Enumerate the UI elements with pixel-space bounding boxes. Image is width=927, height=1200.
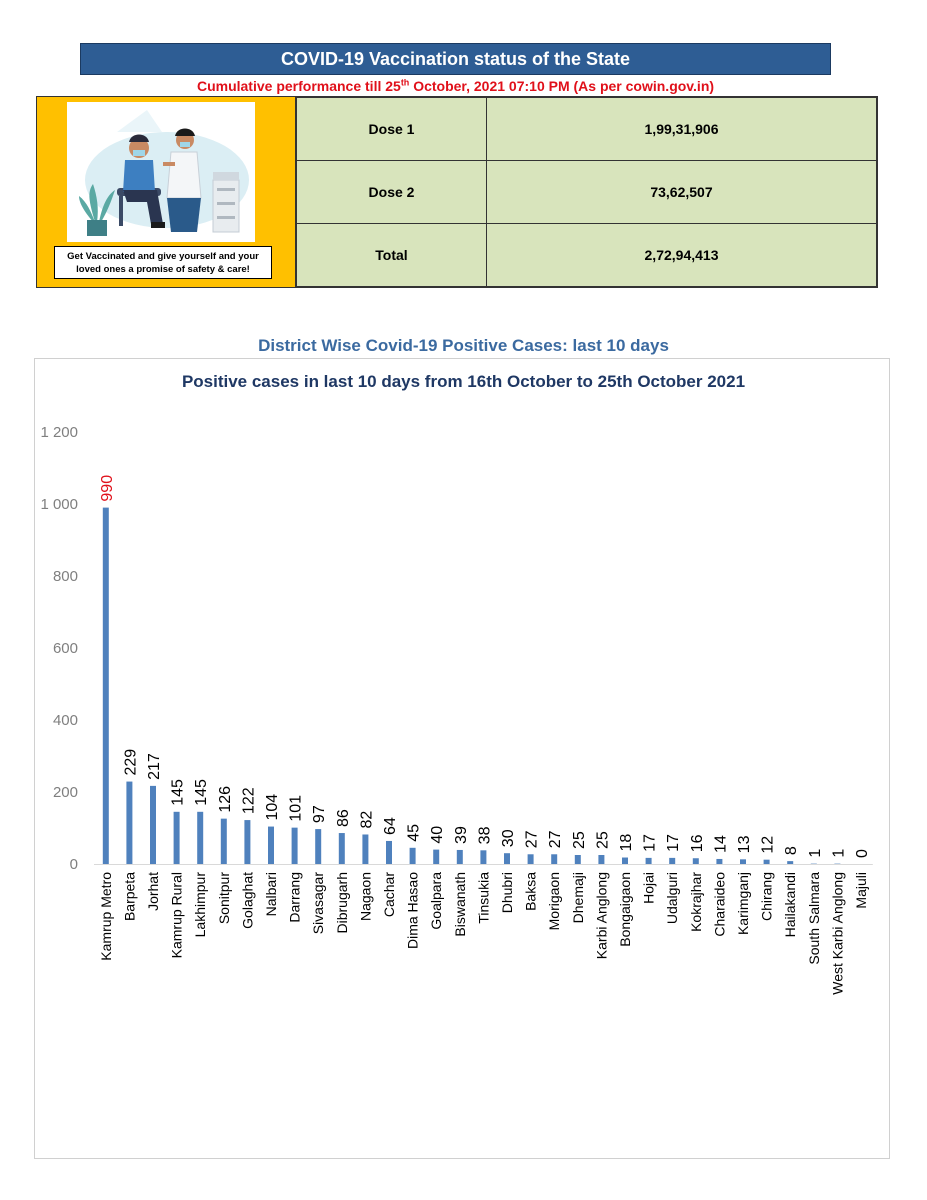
bar <box>598 855 604 864</box>
y-tick-label: 400 <box>52 712 78 729</box>
data-label: 27 <box>523 830 541 849</box>
bar <box>551 854 557 864</box>
bar <box>126 782 132 864</box>
data-label: 1 <box>806 848 824 858</box>
category-label: Bongaigaon <box>617 872 633 947</box>
bar <box>480 850 486 864</box>
data-label: 217 <box>146 753 163 780</box>
category-label: Morigaon <box>546 872 563 931</box>
bar <box>457 850 463 864</box>
category-label: West Karbi Anglong <box>829 872 846 995</box>
subtitle-text-start: Cumulative performance till 25 <box>196 78 401 94</box>
data-label: 126 <box>216 785 234 813</box>
bar <box>646 858 652 864</box>
bar <box>433 850 439 864</box>
data-label: 145 <box>169 779 187 806</box>
data-label: 104 <box>264 793 281 821</box>
data-label: 229 <box>122 748 140 776</box>
bar <box>103 508 109 864</box>
bar <box>244 820 250 864</box>
chart-title: Positive cases in last 10 days from 16th October to 25th October 2021 <box>181 372 746 391</box>
category-label: Barpeta <box>121 872 138 922</box>
data-label: 38 <box>476 826 494 845</box>
bar <box>339 833 345 864</box>
data-label: 39 <box>452 826 470 844</box>
bar <box>315 829 321 864</box>
category-label: Sonitpur <box>215 872 232 925</box>
category-label: Nagaon <box>357 872 374 922</box>
bar <box>221 819 227 864</box>
bar <box>528 854 534 864</box>
category-label: Chirang <box>758 872 775 922</box>
data-label: 101 <box>287 794 305 822</box>
y-tick-label: 0 <box>69 856 78 873</box>
category-label: South Salmara <box>805 872 822 965</box>
data-label: 17 <box>665 834 683 852</box>
data-label: 27 <box>547 830 565 849</box>
bar <box>268 827 274 864</box>
data-label: 64 <box>382 817 399 835</box>
category-label: Kamrup Metro <box>97 872 114 961</box>
data-label: 17 <box>641 834 659 852</box>
data-label: 97 <box>311 805 329 824</box>
category-label: Lakhimpur <box>192 872 209 938</box>
category-label: Hailakandi <box>782 872 799 938</box>
category-label: Dhubri <box>499 872 515 914</box>
data-label: 1 <box>830 848 848 858</box>
data-label: 12 <box>759 835 777 854</box>
data-label: 145 <box>193 779 211 806</box>
data-label: 25 <box>594 831 612 849</box>
category-label: Hojai <box>640 872 657 904</box>
promo-message: Get Vaccinated and give yourself and your loved ones a promise of safety & care! <box>54 246 272 279</box>
bar <box>410 848 416 864</box>
bar <box>197 812 203 864</box>
category-label: Darrang <box>286 872 303 923</box>
category-label: Sivasagar <box>310 872 327 935</box>
category-label: Dibrugarh <box>333 872 350 934</box>
category-label: Golaghat <box>239 872 256 929</box>
data-label: 40 <box>429 825 447 844</box>
bar <box>174 812 180 864</box>
data-label: 45 <box>405 824 423 842</box>
category-label: Dhemaji <box>569 872 586 924</box>
bar <box>740 859 746 864</box>
bar <box>716 859 722 864</box>
bar <box>150 786 156 864</box>
dose-value: 73,62,507 <box>487 161 877 224</box>
bar <box>622 858 628 864</box>
data-label: 990 <box>98 474 116 502</box>
bar <box>575 855 581 864</box>
category-label: Charaideo <box>711 872 728 937</box>
bar <box>787 861 793 864</box>
dose-value: 1,99,31,906 <box>487 98 877 161</box>
subtitle-text-end: October, 2021 07:10 PM (As per cowin.gov.in) <box>409 78 715 94</box>
banner-title: COVID-19 Vaccination status of the State <box>280 49 631 69</box>
data-label: 30 <box>500 829 517 848</box>
category-label: Baksa <box>522 872 539 911</box>
section-title: District Wise Covid-19 Positive Cases: last 10 days <box>258 336 669 355</box>
category-label: Tinsukia <box>475 872 492 924</box>
category-label: Goalpara <box>428 872 445 930</box>
data-label: 14 <box>712 835 730 853</box>
data-label: 13 <box>736 835 753 854</box>
total-value: 2,72,94,413 <box>487 224 877 287</box>
bar <box>292 828 298 864</box>
category-label: Dima Hasao <box>404 872 421 950</box>
dose-label: Dose 2 <box>297 161 487 224</box>
y-tick-label: 1 200 <box>40 424 78 441</box>
bar <box>764 860 770 864</box>
bar <box>362 834 368 864</box>
category-label: Kokrajhar <box>687 872 704 932</box>
data-label: 122 <box>240 787 258 815</box>
category-label: Karimganj <box>735 872 751 936</box>
y-tick-label: 1 000 <box>40 496 78 513</box>
category-label: Karbi Anglong <box>593 872 610 960</box>
data-label: 8 <box>783 846 801 856</box>
category-label: Majuli <box>853 872 869 909</box>
data-label: 25 <box>570 831 588 849</box>
data-label: 18 <box>618 833 635 852</box>
y-tick-label: 600 <box>52 640 78 657</box>
data-label: 86 <box>334 809 352 828</box>
data-label: 0 <box>854 849 871 858</box>
bar <box>386 841 392 864</box>
category-label: Biswanath <box>451 872 468 937</box>
category-label: Jorhat <box>145 872 161 911</box>
bar <box>504 853 510 864</box>
data-label: 82 <box>358 810 376 829</box>
data-label: 16 <box>688 834 706 853</box>
total-label: Total <box>297 224 487 287</box>
y-tick-label: 800 <box>52 568 78 585</box>
bar <box>669 858 675 864</box>
bar <box>693 858 699 864</box>
subtitle-ordinal: th <box>400 77 410 88</box>
category-label: Udalguri <box>664 872 681 925</box>
dose-label: Dose 1 <box>297 98 487 161</box>
category-label: Kamrup Rural <box>168 872 185 959</box>
category-label: Cachar <box>381 872 397 918</box>
category-label: Nalbari <box>263 872 279 917</box>
y-tick-label: 200 <box>52 784 78 801</box>
